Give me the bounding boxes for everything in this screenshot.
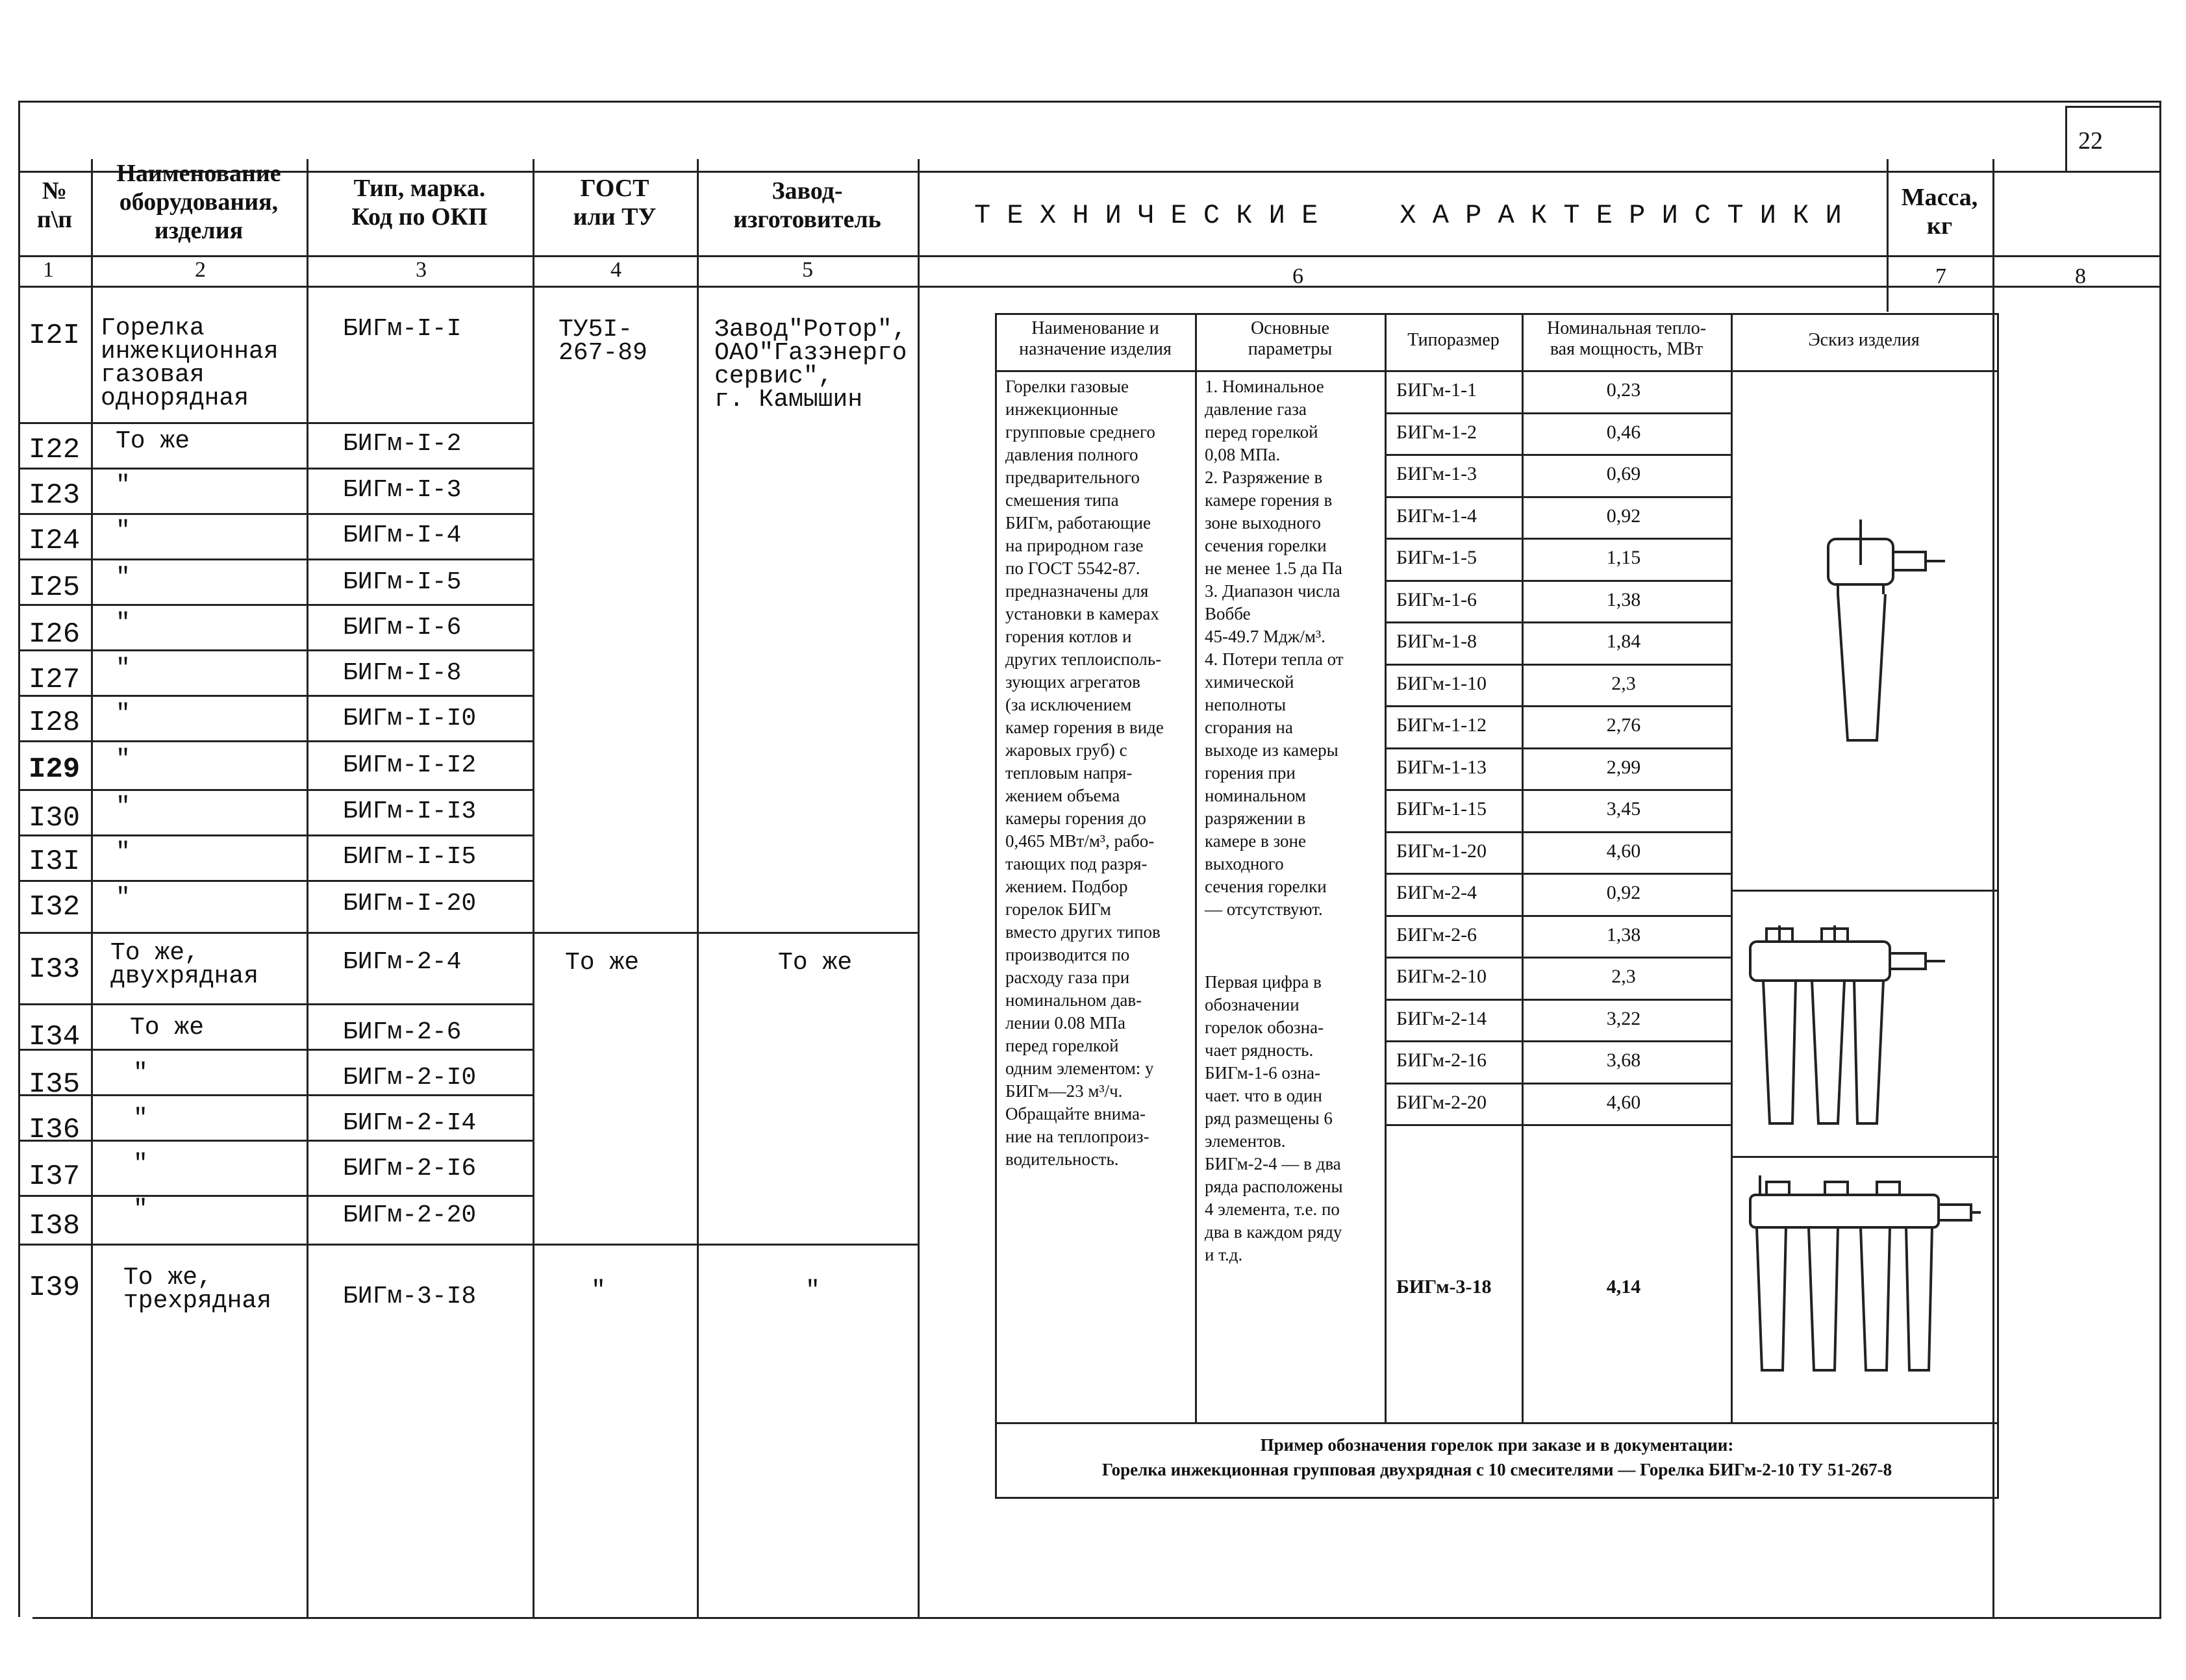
row-name: " xyxy=(133,1059,148,1087)
power-value: 1,15 xyxy=(1606,547,1641,568)
column-number: 5 xyxy=(802,258,813,282)
page-number: 22 xyxy=(2078,127,2103,155)
size-row-divider xyxy=(1385,664,1731,666)
size-label: БИГм-1-20 xyxy=(1396,840,1487,862)
row-number: I25 xyxy=(29,571,81,604)
power-value: 2,99 xyxy=(1606,756,1641,778)
column-number: 7 xyxy=(1935,264,1946,288)
power-value: 1,38 xyxy=(1606,588,1641,610)
power-value: 0,69 xyxy=(1606,463,1641,484)
row-name: " xyxy=(116,700,131,728)
size-label: БИГм-2-14 xyxy=(1396,1007,1487,1029)
row-number: I34 xyxy=(29,1021,81,1053)
header-plant: Завод- изготовитель xyxy=(733,177,881,233)
row-type: БИГм-I-I5 xyxy=(343,843,477,871)
size-label: БИГм-1-6 xyxy=(1396,588,1477,610)
inset-header-power: Номинальная тепло- вая мощность, МВт xyxy=(1546,318,1707,359)
row-number: I37 xyxy=(29,1160,81,1193)
size-label: БИГм-2-16 xyxy=(1396,1049,1487,1071)
inset-params: 1. Номинальное давление газа перед горелкой 0,08 МПа. 2. Разряжение в камере горения в зоне выходного сечения горелки не менее 1.5 да Па 3. Диапазон числа Воббе 45-49.7 Мдж/м³. 4. Потери тепла от химической неполноты сгорания на выходе из камеры горения при номинальном разряжении в камере в зоне выходного сечения горелки — отсутствуют. xyxy=(1205,377,1344,919)
row-name: " xyxy=(116,884,131,912)
size-row-divider xyxy=(1385,957,1731,959)
row-name: " xyxy=(133,1150,148,1178)
size-label: БИГм-1-5 xyxy=(1396,547,1477,568)
size-row-divider xyxy=(1385,621,1731,623)
row-name: " xyxy=(133,1105,148,1133)
row-name: " xyxy=(116,793,131,821)
row-name: " xyxy=(116,564,131,592)
size-row-divider xyxy=(1385,454,1731,456)
size-row-divider xyxy=(1385,412,1731,414)
size-label: БИГм-1-3 xyxy=(1396,463,1477,484)
row-type: БИГм-I-2 xyxy=(343,430,462,458)
column-number: 4 xyxy=(610,258,622,282)
row-type: БИГм-I-I0 xyxy=(343,705,477,733)
row-number: I35 xyxy=(29,1068,81,1101)
row-plant: Завод"Ротор", ОАО"Газэнерго сервис", г. Камышин xyxy=(714,316,907,414)
row-name: То же xyxy=(130,1014,205,1042)
row-number: I28 xyxy=(29,707,81,739)
size-label: БИГм-2-10 xyxy=(1396,966,1487,987)
row-name: То же xyxy=(116,427,190,455)
header-mass: Масса, кг xyxy=(1901,184,1978,240)
inset-header-name: Наименование и назначение изделия xyxy=(1019,318,1172,359)
row-name: То же, двухрядная xyxy=(110,939,259,990)
power-value: 3,68 xyxy=(1606,1049,1641,1071)
size-label: БИГм-1-13 xyxy=(1396,756,1487,778)
size-row-divider xyxy=(1385,580,1731,582)
row-type: БИГм-2-I6 xyxy=(343,1155,477,1183)
power-value: 1,38 xyxy=(1606,923,1641,946)
row-type: БИГм-I-6 xyxy=(343,614,462,642)
row-type: БИГм-I-20 xyxy=(343,890,477,918)
row-number: I24 xyxy=(29,525,81,557)
row-number: I39 xyxy=(29,1272,81,1304)
burner-sketch-double-row xyxy=(1731,890,1997,1156)
header-name: Наименование оборудования, изделия xyxy=(116,160,281,244)
row-type: БИГм-3-I8 xyxy=(343,1283,477,1310)
row-number: I30 xyxy=(29,802,81,834)
column-number: 8 xyxy=(2075,264,2086,288)
row-number: I33 xyxy=(29,953,81,986)
inset-note: Первая цифра в обозначении горелок обозна- чает рядность. БИГм-1-6 озна- чает. что в один ряд размещены 6 элементов. БИГм-2-4 — в два ряда расположены 4 элемента, т.е. по два в каждом ряду и т.д. xyxy=(1205,972,1343,1264)
size-row-divider xyxy=(1385,496,1731,498)
inset-header-sketch: Эскиз изделия xyxy=(1808,330,1920,350)
row-gost: То же xyxy=(565,949,640,977)
row-name: То же, трехрядная xyxy=(123,1264,272,1315)
size-label: БИГм-1-4 xyxy=(1396,505,1477,527)
power-value: 4,60 xyxy=(1606,1091,1641,1113)
power-value: 4,14 xyxy=(1606,1276,1641,1298)
power-value: 2,3 xyxy=(1611,672,1636,694)
size-row-divider xyxy=(1385,789,1731,791)
burner-sketch-single-row xyxy=(1731,370,1997,890)
header-gost: ГОСТ или ТУ xyxy=(573,175,657,231)
inset-description: Горелки газовые инжекционные групповые среднего давления полного предварительного смешения типа БИГм, работающие на природном газе по ГОСТ 5542-87. предназначены для установки в камерах горения котлов и других теплоисполь- зующих агрегатов (за исключением камер горения в виде жаровых груб) с тепловым напря- жением объема камеры горения до 0,465 МВт/м³, рабо- тающих под разря- жением. Подбор горелок БИГм вместо других типов производится по расходу газа при номинальном дав- лении 0.08 МПа перед горелкой одним элементом: у БИГм—23 м³/ч. Обращайте внима- ние на теплопроиз- водительность. xyxy=(1005,377,1164,1169)
size-row-divider xyxy=(1385,538,1731,540)
row-number: I32 xyxy=(29,891,81,923)
size-label: БИГм-1-2 xyxy=(1396,421,1477,443)
size-label: БИГм-1-8 xyxy=(1396,631,1477,652)
power-value: 3,22 xyxy=(1606,1007,1641,1029)
row-type: БИГм-2-I4 xyxy=(343,1109,477,1137)
size-row-divider xyxy=(1385,873,1731,875)
power-value: 2,3 xyxy=(1611,966,1636,987)
row-type: БИГм-2-I0 xyxy=(343,1064,477,1092)
power-value: 0,46 xyxy=(1606,421,1641,443)
row-type: БИГм-2-4 xyxy=(343,948,462,976)
row-number: I26 xyxy=(29,618,81,651)
size-label: БИГм-2-20 xyxy=(1396,1091,1487,1113)
power-value: 0,92 xyxy=(1606,882,1641,903)
row-type: БИГм-I-I2 xyxy=(343,751,477,779)
row-name: " xyxy=(116,838,131,866)
row-type: БИГм-2-6 xyxy=(343,1018,462,1046)
row-number: I29 xyxy=(29,753,81,786)
size-row-divider xyxy=(1385,1124,1731,1126)
power-value: 1,84 xyxy=(1606,631,1641,652)
row-name: " xyxy=(116,609,131,637)
size-row-divider xyxy=(1385,915,1731,917)
size-label: БИГм-1-1 xyxy=(1396,379,1477,401)
size-label: БИГм-2-6 xyxy=(1396,923,1477,946)
row-name: " xyxy=(116,471,131,499)
row-plant: " xyxy=(805,1277,820,1305)
row-type: БИГм-I-I3 xyxy=(343,797,477,825)
header-number: № п\п xyxy=(36,177,73,233)
size-row-divider xyxy=(1385,1083,1731,1084)
row-gost: ТУ5I- 267-89 xyxy=(559,316,647,367)
power-value: 3,45 xyxy=(1606,798,1641,820)
row-type: БИГм-I-5 xyxy=(343,568,462,596)
column-number: 1 xyxy=(43,258,54,282)
row-type: БИГм-I-8 xyxy=(343,659,462,687)
row-type: БИГм-2-20 xyxy=(343,1201,477,1229)
row-name: Горелка инжекционная газовая однорядная xyxy=(101,314,279,412)
column-number: 2 xyxy=(195,258,206,282)
row-name: " xyxy=(133,1196,148,1223)
row-type: БИГм-I-4 xyxy=(343,521,462,549)
row-name: " xyxy=(116,746,131,773)
row-gost: " xyxy=(591,1277,606,1305)
row-number: I2I xyxy=(29,320,81,352)
inset-header-params: Основные параметры xyxy=(1248,318,1333,359)
inset-header-size: Типоразмер xyxy=(1407,330,1500,350)
row-name: " xyxy=(116,517,131,545)
header-type: Тип, марка. Код по ОКП xyxy=(351,175,488,231)
size-row-divider xyxy=(1385,705,1731,707)
header-tech-specs: Т Е Х Н И Ч Е С К И Е Х А Р А К Т Е Р И С Т И К И xyxy=(974,200,1842,231)
power-value: 0,92 xyxy=(1606,505,1641,527)
row-type: БИГм-I-I xyxy=(343,315,462,343)
size-row-divider xyxy=(1385,1040,1731,1042)
power-value: 4,60 xyxy=(1606,840,1641,862)
row-number: I36 xyxy=(29,1114,81,1146)
power-value: 2,76 xyxy=(1606,714,1641,736)
row-name: " xyxy=(116,655,131,683)
power-value: 0,23 xyxy=(1606,379,1641,401)
size-label: БИГм-2-4 xyxy=(1396,882,1477,903)
size-row-divider xyxy=(1385,999,1731,1001)
row-number: I38 xyxy=(29,1210,81,1242)
row-number: I22 xyxy=(29,434,81,466)
inset-footer-line1: Пример обозначения горелок при заказе и в документации: xyxy=(1260,1435,1734,1455)
size-label: БИГм-1-12 xyxy=(1396,714,1487,736)
inset-footer-line2: Горелка инжекционная групповая двухрядная с 10 смесителями — Горелка БИГм-2-10 ТУ 51-267-8 xyxy=(1101,1460,1892,1479)
size-label: БИГм-3-18 xyxy=(1396,1276,1492,1298)
column-number: 3 xyxy=(416,258,427,282)
size-row-divider xyxy=(1385,831,1731,833)
row-number: I23 xyxy=(29,479,81,512)
row-number: I27 xyxy=(29,664,81,696)
row-number: I3I xyxy=(29,846,81,878)
row-type: БИГм-I-3 xyxy=(343,476,462,504)
size-label: БИГм-1-10 xyxy=(1396,672,1487,694)
size-label: БИГм-1-15 xyxy=(1396,798,1487,820)
row-plant: То же xyxy=(778,949,853,977)
size-row-divider xyxy=(1385,747,1731,749)
burner-sketch-triple-row xyxy=(1731,1156,1997,1422)
column-number: 6 xyxy=(1292,264,1303,288)
